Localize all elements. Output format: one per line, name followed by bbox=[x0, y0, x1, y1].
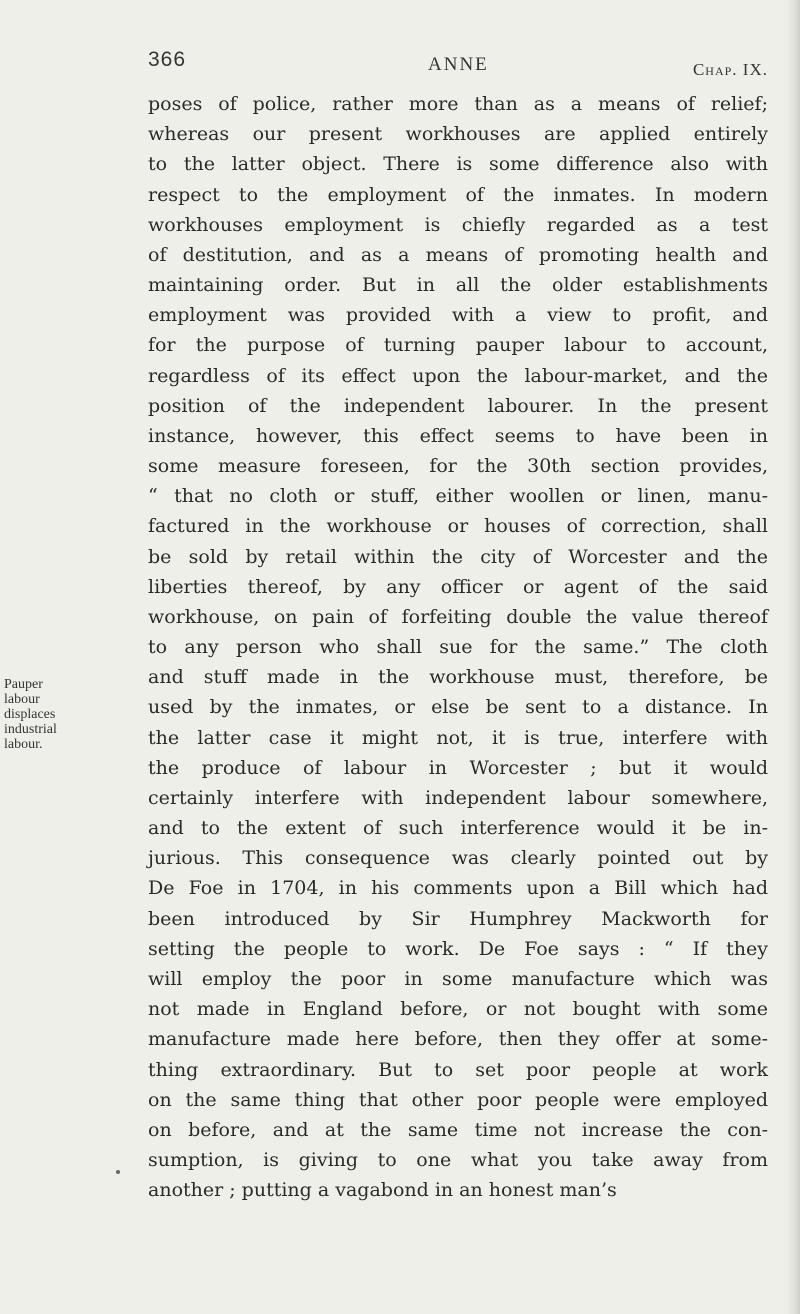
margin-note-line: labour. bbox=[4, 737, 43, 752]
body-text bbox=[148, 89, 768, 1205]
text-line: respect to the employment of the inmates. In modern bbox=[148, 183, 768, 206]
text-line: will employ the poor in some manufacture which was bbox=[148, 967, 768, 990]
text-line: for the purpose of turning pauper labour to account, bbox=[148, 334, 768, 357]
text-line: the produce of labour in Worcester ; but it would bbox=[148, 756, 768, 779]
text-line: factured in the workhouse or houses of correction, shall bbox=[148, 515, 768, 538]
text-line: liberties thereof, by any officer or agent of the said bbox=[148, 575, 768, 598]
margin-note bbox=[4, 677, 124, 752]
text-line: regardless of its effect upon the labour-market, and the bbox=[148, 364, 768, 387]
text-line: poses of police, rather more than as a means of relief; bbox=[148, 93, 768, 115]
text-line: and to the extent of such interference would it be in- bbox=[148, 817, 768, 840]
text-line: certainly interfere with independent labour somewhere, bbox=[148, 786, 768, 809]
text-line: jurious. This consequence was clearly pointed out by bbox=[148, 847, 768, 870]
running-title: ANNE bbox=[428, 54, 489, 75]
margin-note-line: labour bbox=[4, 692, 40, 707]
page-number: 366 bbox=[148, 48, 187, 71]
text-line: maintaining order. But in all the older establishments bbox=[148, 274, 768, 297]
text-line: setting the people to work. De Foe says : “ If they bbox=[148, 937, 768, 960]
text-line: employment was provided with a view to profit, and bbox=[148, 304, 768, 327]
page-header bbox=[148, 48, 768, 78]
text-line: some measure foreseen, for the 30th section provides, bbox=[148, 455, 768, 478]
page-edge-shadow bbox=[786, 0, 800, 1314]
text-line: instance, however, this effect seems to have been in bbox=[148, 424, 768, 447]
text-line: not made in England before, or not bought with some bbox=[148, 998, 768, 1021]
text-line: sumption, is giving to one what you take away from bbox=[148, 1149, 768, 1172]
text-line: and stuff made in the workhouse must, therefore, be bbox=[148, 666, 768, 689]
margin-note-line: displaces bbox=[4, 707, 56, 722]
text-line: De Foe in 1704, in his comments upon a Bill which had bbox=[148, 877, 768, 900]
text-line: on the same thing that other poor people were employed bbox=[148, 1088, 768, 1111]
text-line: on before, and at the same time not increase the con- bbox=[148, 1118, 768, 1141]
text-line: the latter case it might not, it is true, interfere with bbox=[148, 726, 768, 749]
text-line: to the latter object. There is some difference also with bbox=[148, 153, 768, 176]
text-line: been introduced by Sir Humphrey Mackworth for bbox=[148, 907, 768, 930]
text-line: of destitution, and as a means of promoting health and bbox=[148, 243, 768, 266]
margin-note-line: Pauper bbox=[4, 677, 43, 692]
text-line: used by the inmates, or else be sent to a distance. In bbox=[148, 696, 768, 719]
text-line: workhouse, on pain of forfeiting double the value thereof bbox=[148, 605, 768, 628]
text-line: be sold by retail within the city of Worcester and the bbox=[148, 545, 768, 568]
text-line: to any person who shall sue for the same.” The cloth bbox=[148, 636, 768, 659]
text-line: whereas our present workhouses are applied entirely bbox=[148, 123, 768, 146]
text-line: “ that no cloth or stuff, either woollen or linen, manu- bbox=[148, 485, 768, 508]
margin-note-line: industrial bbox=[4, 722, 57, 737]
chapter-label: Chap. IX. bbox=[692, 60, 768, 79]
text-line: workhouses employment is chiefly regarded as a test bbox=[148, 213, 768, 236]
text-line: position of the independent labourer. In the present bbox=[148, 394, 768, 417]
text-line: manufacture made here before, then they offer at some- bbox=[148, 1028, 768, 1051]
text-line: thing extraordinary. But to set poor people at work bbox=[148, 1058, 768, 1081]
ink-dot bbox=[116, 1170, 120, 1174]
text-line: another ; putting a vagabond in an honest man’s bbox=[148, 1179, 617, 1202]
